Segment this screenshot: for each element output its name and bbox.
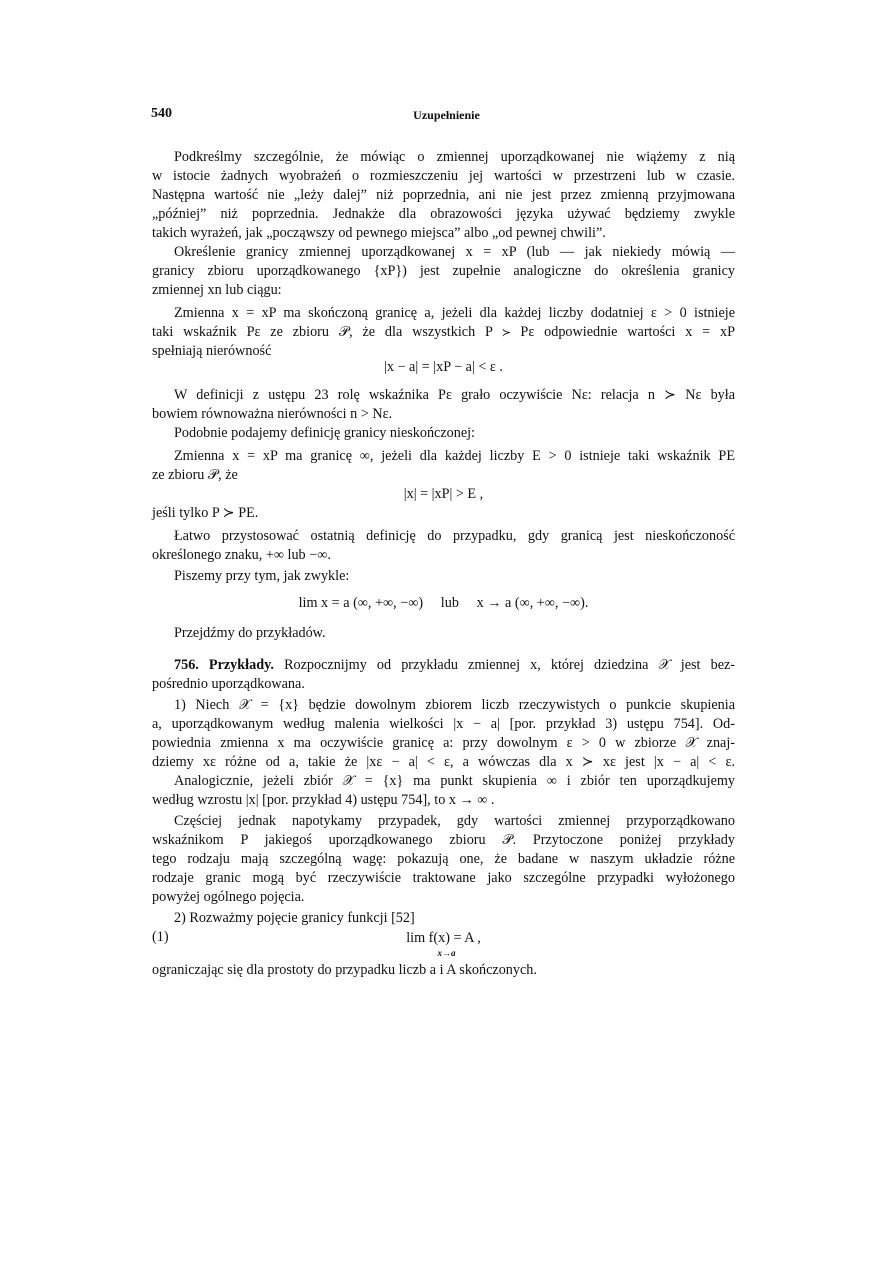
line-text: a, uporządkowanym według malenia wielkości |x − a| [por. przykład 3) ustępu 754]. Od-: [152, 716, 735, 732]
line-text: granicy zbioru uporządkowanego {xP}) jest zupełnie analogiczne do określenia granicy: [152, 263, 735, 279]
line-text: Następna wartość nie „leży dalej” niż poprzednia, ani nie jest przez zmienną przyjmowana: [152, 187, 735, 203]
line-text: Określenie granicy zmiennej uporządkowanej x = xP (lub — jak niekiedy mówią —: [174, 244, 735, 260]
line-text: bowiem równoważna nierówności n > Nε.: [152, 406, 393, 422]
text-line: [152, 527, 735, 545]
line-text: Łatwo przystosować ostatnią definicję do przypadku, gdy granicą jest nieskończoność: [174, 528, 735, 544]
text-line: [152, 624, 735, 642]
text-line: [152, 909, 735, 927]
line-text: powyżej ogólnego pojęcia.: [152, 889, 305, 905]
line-text: powiednia zmienna x ma oczywiście granicę a: przy dowolnym ε > 0 w zbiorze 𝒳 znaj-: [152, 735, 735, 751]
running-title: Uzupełnienie: [413, 108, 480, 122]
text-line: [152, 675, 735, 693]
line-text: tego rodzaju mają szczególną wagę: pokazują one, że badane w naszym układzie różne: [152, 851, 735, 867]
text-line: [152, 504, 735, 522]
display-formula: [152, 929, 735, 947]
line-text: Przejdźmy do przykładów.: [174, 625, 326, 641]
line-text: zmiennej xn lub ciągu:: [152, 282, 282, 298]
line-text: W definicji z ustępu 23 rolę wskaźnika Pε grało oczywiście Nε: relacja n ≻ Nε była: [174, 387, 735, 403]
line-text: wskaźnikom P jakiegoś uporządkowanego zbioru 𝒫. Przytoczone poniżej przykłady: [152, 832, 735, 848]
line-text: |x| = |xP| > E ,: [403, 486, 484, 502]
text-line: [152, 386, 735, 404]
line-text: 1) Niech 𝒳 = {x} będzie dowolnym zbiorem liczb rzeczywistych o punkcie skupienia: [174, 697, 735, 713]
line-text: takich wyrażeń, jak „począwszy od pewnego miejsca” albo „od pewnej chwili”.: [152, 225, 606, 241]
line-text: pośrednio uporządkowana.: [152, 676, 305, 692]
line-text: według wzrostu |x| [por. przykład 4) ustępu 754], to x → ∞ .: [152, 792, 495, 808]
text-line: [152, 205, 735, 223]
line-text: Zmienna x = xP ma skończoną granicę a, jeżeli dla każdej liczby dodatniej ε > 0 istnieje: [174, 305, 735, 321]
line-text: dziemy xε różne od a, takie że |xε − a| < ε, a wówczas dla x ≻ xε jest |x − a| < ε.: [152, 754, 735, 770]
equation-number: (1): [152, 929, 169, 945]
line-text: w istocie żadnych wyobrażeń o rozmieszczeniu jej wartości w przestrzeni lub w czasie.: [152, 168, 735, 184]
line-text: Rozpocznijmy od przykładu zmiennej x, której dziedzina 𝒳 jest bez-: [273, 657, 735, 673]
line-text: Piszemy przy tym, jak zwykle:: [174, 568, 350, 584]
line-text: taki wskaźnik Pε ze zbioru 𝒫, że dla wszystkich P ≻ Pε odpowiednie wartości x = xP: [152, 324, 735, 340]
text-line: [152, 224, 735, 242]
line-text: określonego znaku, +∞ lub −∞.: [152, 547, 331, 563]
line-text: |x − a| = |xP − a| < ε .: [384, 359, 503, 375]
section-heading: 756. Przykłady.: [174, 657, 274, 673]
text-line: [152, 567, 735, 585]
text-line: [152, 304, 735, 322]
text-line: [152, 186, 735, 204]
text-line: [152, 831, 735, 849]
text-line: [152, 753, 735, 771]
text-line: [152, 323, 735, 341]
line-text: Podkreślmy szczególnie, że mówiąc o zmiennej uporządkowanej nie wiążemy z nią: [174, 149, 735, 165]
text-line: [152, 243, 735, 261]
text-line: [152, 812, 735, 830]
line-text: 2) Rozważmy pojęcie granicy funkcji [52]: [174, 910, 415, 926]
display-formula: [152, 358, 735, 376]
line-text: rodzaje granic mogą być rzeczywiście traktowane jako szczególne przypadki wyłożonego: [152, 870, 735, 886]
text-line: [152, 281, 735, 299]
text-line: [152, 961, 735, 979]
text-line: [152, 546, 735, 564]
line-text: lim x = a (∞, +∞, −∞) lub x → a (∞, +∞, −∞).: [298, 595, 589, 611]
display-formula: [152, 485, 735, 503]
text-line: [152, 466, 735, 484]
line-text: ograniczając się dla prostoty do przypadku liczb a i A skończonych.: [152, 962, 537, 978]
display-formula: [152, 594, 735, 612]
text-line: [152, 869, 735, 887]
text-line: [152, 734, 735, 752]
text-line: [152, 850, 735, 868]
line-text: Analogicznie, jeżeli zbiór 𝒳 = {x} ma punkt skupienia ∞ i zbiór ten uporządkujemy: [174, 773, 735, 789]
text-line: [152, 772, 735, 790]
text-line: [152, 148, 735, 166]
text-line: [152, 656, 735, 674]
text-line: [152, 167, 735, 185]
line-text: jeśli tylko P ≻ PE.: [152, 505, 259, 521]
text-line: [152, 791, 735, 809]
limit-subscript: x→a: [437, 948, 456, 958]
text-line: [152, 405, 735, 423]
line-text: lim f(x) = A ,: [406, 930, 481, 946]
text-line: [152, 447, 735, 465]
page-number: 540: [151, 106, 172, 121]
line-text: „później” niż poprzednia. Jednakże dla obrazowości języka używać będziemy zwykle: [152, 206, 735, 222]
line-text: Podobnie podajemy definicję granicy nieskończonej:: [174, 425, 475, 441]
line-text: ze zbioru 𝒫, że: [152, 467, 238, 483]
text-line: [152, 715, 735, 733]
line-text: Zmienna x = xP ma granicę ∞, jeżeli dla każdej liczby E > 0 istnieje taki wskaźnik PE: [174, 448, 735, 464]
text-line: [152, 262, 735, 280]
text-line: [152, 696, 735, 714]
line-text: Częściej jednak napotykamy przypadek, gdy wartości zmiennej przyporządkowano: [174, 813, 735, 829]
text-line: [152, 424, 735, 442]
text-line: [152, 888, 735, 906]
line-text: spełniają nierówność: [152, 343, 272, 359]
